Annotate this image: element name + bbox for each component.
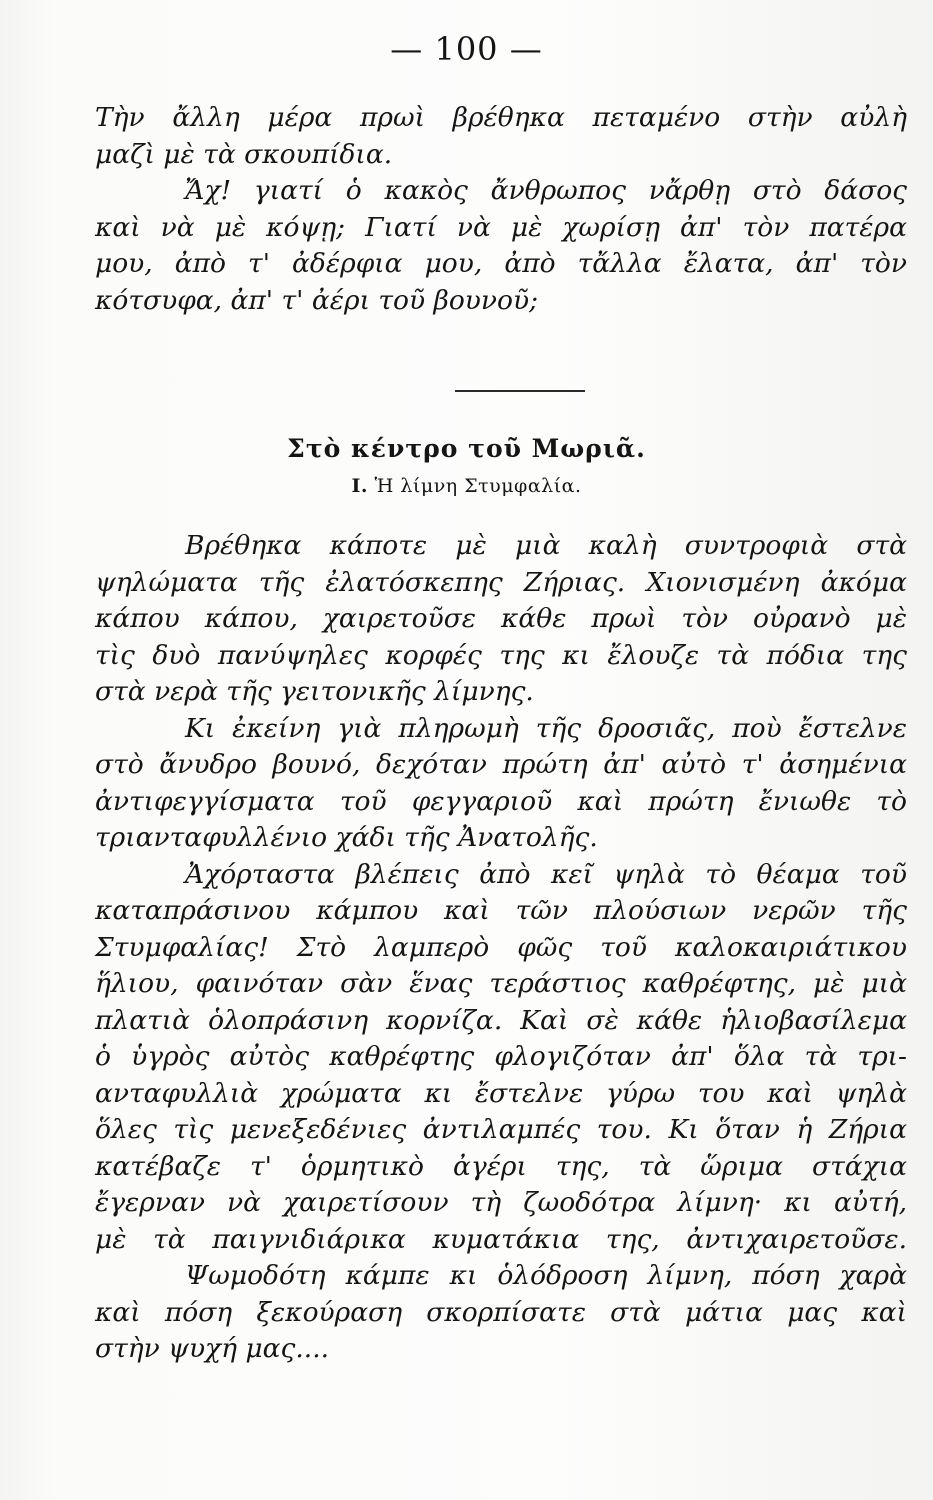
main-text: [95, 528, 907, 1368]
text-line: μου, ἀπὸ τ' ἀδέρφια μου, ἀπὸ τἄλλα ἔλατα, ἀπ' τὸν: [95, 248, 907, 279]
text-line: ἀντιφεγγίσματα τοῦ φεγγαριοῦ καὶ πρώτη ἔνιωθε τὸ: [95, 785, 907, 817]
text-line: πλατιὰ ὁλοπράσινη κορνίζα. Καὶ σὲ κάθε ἡλιοβασίλεμα: [95, 1004, 907, 1036]
text-line: τὶς δυὸ πανύψηλες κορφές της κι ἔλουζε τὰ πόδια της: [95, 639, 907, 671]
text-line: ὅλες τὶς μενεξεδένιες ἀντιλαμπές του. Κι ὅταν ἡ Ζήρια: [95, 1114, 907, 1145]
text-line: Στυμφαλίας! Στὸ λαμπερὸ φῶς τοῦ καλοκαιριάτικου: [95, 931, 907, 963]
text-line: τριανταφυλλένιο χάδι τῆς Ἀνατολῆς.: [95, 822, 598, 853]
text-line: ανταφυλλιὰ χρώματα κι ἔστελνε γύρω του καὶ ψηλὰ: [95, 1077, 907, 1109]
section-heading: Στὸ κέντρο τοῦ Μωριᾶ.: [287, 434, 646, 463]
text-line: στὰ νερὰ τῆς γειτονικῆς λίμνης.: [95, 676, 534, 707]
page-number: — 100 —: [390, 30, 543, 68]
text-line: ὁ ὑγρὸς αὐτὸς καθρέφτης φλογιζόταν ἀπ' ὅλα τὰ τρι-: [95, 1041, 907, 1072]
text-line: κάπου κάπου, χαιρετοῦσε κάθε πρωὶ τὸν οὐρανὸ μὲ: [95, 603, 907, 634]
text-line: μὲ τὰ παιγνιδιάρικα κυματάκια της, ἀντιχαιρετοῦσε.: [95, 1223, 907, 1255]
text-line: καὶ νὰ μὲ κόψῃ; Γιατί νὰ μὲ χωρίσῃ ἀπ' τὸν πατέρα: [95, 211, 907, 243]
text-line: Ἀχόρταστα βλέπεις ἀπὸ κεῖ ψηλὰ τὸ θέαμα τοῦ: [185, 858, 907, 890]
section-divider: [455, 390, 585, 392]
subheading-number: Ι.: [351, 475, 368, 497]
text-line: ἔγερναν νὰ χαιρετίσουν τὴ ζωοδότρα λίμνη· κι αὐτή,: [95, 1187, 907, 1218]
text-line: κότσυφα, ἀπ' τ' ἀέρι τοῦ βουνοῦ;: [95, 284, 539, 316]
text-line: Βρέθηκα κάποτε μὲ μιὰ καλὴ συντροφιὰ στὰ: [185, 530, 907, 561]
text-line: Ἄχ! γιατί ὁ κακὸς ἄνθρωπος νἄρθῃ στὸ δάσος: [185, 175, 907, 206]
subheading-title: Ἡ λίμνη Στυμφαλία.: [374, 475, 582, 497]
text-line: ἥλιου, φαινόταν σὰν ἕνας τεράστιος καθρέφτης, μὲ μιὰ: [95, 968, 907, 999]
text-line: Ψωμοδότη κάμπε κι ὁλόδροση λίμνη, πόση χαρὰ: [185, 1260, 907, 1291]
subheading: [0, 475, 933, 497]
text-line: καταπράσινου κάμπου καὶ τῶν πλούσιων νερῶν τῆς: [95, 895, 907, 926]
text-line: Κι ἐκείνη γιὰ πληρωμὴ τῆς δροσιᾶς, ποὺ ἔστελνε: [185, 712, 907, 744]
text-line: κατέβαζε τ' ὁρμητικὸ ἀγέρι της, τὰ ὥριμα στάχια: [95, 1150, 907, 1182]
text-line: ψηλώματα τῆς ἐλατόσκεπης Ζήριας. Χιονισμένη ἀκόμα: [95, 566, 907, 598]
text-line: μαζὶ μὲ τὰ σκουπίδια.: [95, 138, 393, 170]
opening-paragraph: [95, 100, 907, 319]
text-line: στὸ ἄνυδρο βουνό, δεχόταν πρώτη ἀπ' αὐτὸ τ' ἀσημένια: [95, 749, 907, 780]
text-line: στὴν ψυχή μας....: [95, 1333, 330, 1364]
text-line: καὶ πόση ξεκούραση σκορπίσατε στὰ μάτια μας καὶ: [95, 1296, 907, 1328]
text-line: Τὴν ἄλλη μέρα πρωὶ βρέθηκα πεταμένο στὴν αὐλὴ: [95, 102, 907, 133]
